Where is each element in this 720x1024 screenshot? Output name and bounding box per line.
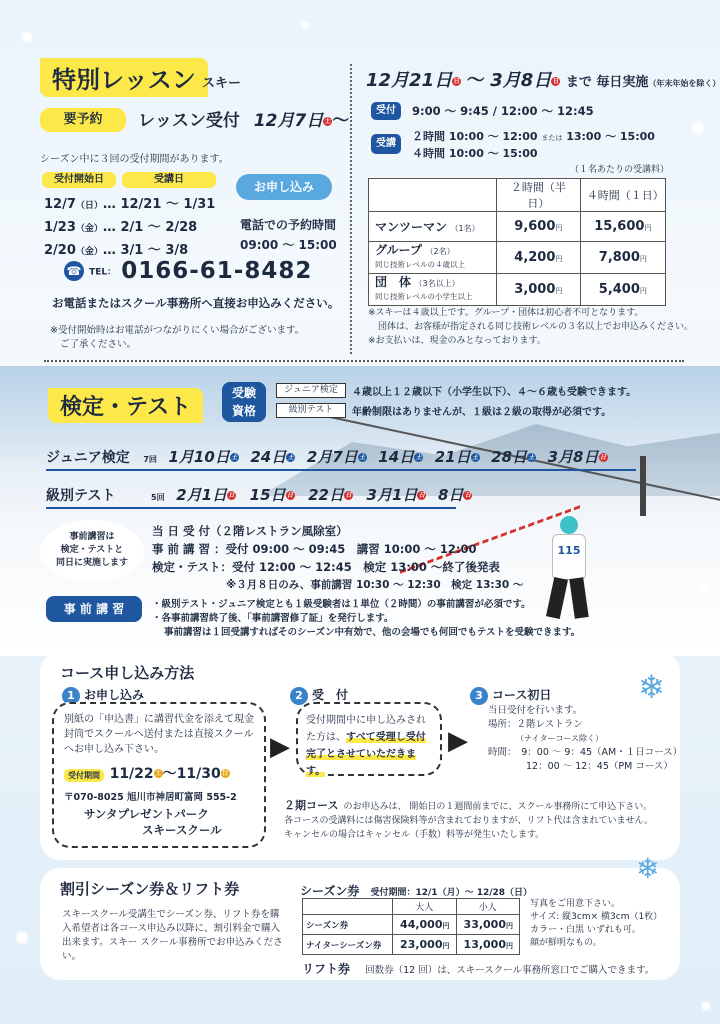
daily-label: まで 毎日実施 bbox=[565, 75, 649, 90]
season-head-adult: 大人 bbox=[393, 899, 457, 915]
term2-text: のお申込みは、 開始日の１週間前までに、スクール事務所にて申込下さい。 bbox=[343, 802, 653, 812]
lesson-sport: スキー bbox=[202, 76, 242, 91]
period-note: シーズン中に３回の受付期間があります。 bbox=[40, 154, 229, 165]
period-rows bbox=[44, 194, 215, 263]
photo-notes bbox=[530, 898, 662, 950]
period-row: 1/23（金）… 2/1 〜 2/28 bbox=[44, 220, 198, 235]
snow-dot bbox=[20, 30, 34, 44]
course-notes bbox=[284, 814, 653, 842]
season-row bbox=[303, 915, 520, 935]
pre-label: 事 前 講 習 bbox=[46, 596, 142, 622]
junior-date: 1月10日土 bbox=[168, 448, 238, 466]
course-note: 各コースの受講料には傷害保険料等が含まれておりますが、リフト代は含まれていません。 bbox=[284, 816, 654, 826]
accept-tilde: 〜 bbox=[332, 111, 350, 131]
season-child: 33,000円 bbox=[456, 915, 520, 935]
reception-label: 受付 bbox=[371, 102, 401, 120]
period-row: 受付期間 11/22土 〜11/30日 bbox=[64, 763, 254, 783]
junior-row bbox=[46, 446, 636, 471]
step1-box bbox=[52, 702, 266, 848]
arrow-icon: ▶ bbox=[448, 726, 468, 756]
price-4h: 15,600円 bbox=[580, 212, 665, 242]
tel-number[interactable]: 0166-61-8482 bbox=[121, 258, 313, 284]
season-head-row bbox=[303, 899, 520, 915]
step1-text: 別紙の「申込書」に講習代金を添えて現金封筒でスクールへ送付または直接スクールへお申し込み下さい。 bbox=[64, 714, 254, 755]
price-head-2h: ２時間（半日） bbox=[497, 179, 581, 212]
period-row: 2/20（金）… 3/1 〜 3/8 bbox=[44, 243, 189, 258]
junior-date: 2月7日土 bbox=[306, 448, 366, 466]
price-2h: 4,200円 bbox=[497, 242, 581, 274]
grade-date: 15日日 bbox=[249, 486, 294, 504]
price-notes bbox=[368, 306, 693, 348]
step2-box bbox=[296, 702, 442, 776]
grade-text: 年齢制限はありませんが、１級は２級の取得が必須です。 bbox=[352, 407, 612, 418]
tel-row bbox=[64, 258, 312, 284]
price-2h: 3,000円 bbox=[497, 274, 581, 306]
junior-text: ４歳以上１２歳以下（小学生以下）、４〜６歳も受験できます。 bbox=[352, 387, 637, 398]
lesson-times bbox=[412, 129, 655, 161]
pre-note: ・級別テスト・ジュニア検定とも１級受験者は１単位（２時間）の事前講習が必須です。 bbox=[152, 599, 531, 610]
step2-text: 受付期間中に申し込みされた方は、 bbox=[306, 715, 426, 743]
lesson-note-1: ※受付開始時はお電話がつながりにくい場合がございます。 bbox=[50, 325, 305, 336]
school-name-1: サンタプレゼントパーク bbox=[84, 807, 209, 821]
col-day: 受講日 bbox=[122, 172, 216, 188]
school-address: 〒070-8025 旭川市神居町富岡 555-2 bbox=[64, 792, 237, 803]
season-adult: 44,000円 bbox=[393, 915, 457, 935]
period-end-day: 日 bbox=[552, 78, 559, 85]
course-note: キャンセルの場合はキャンセル（手数）料等が発生いたします。 bbox=[284, 830, 545, 840]
photo-note: 顔が鮮明なもの。 bbox=[530, 938, 602, 948]
snow-dot bbox=[300, 20, 310, 30]
qual-label: 受験資格 bbox=[222, 382, 266, 422]
junior-date: 24日土 bbox=[250, 448, 294, 466]
season-header bbox=[300, 880, 532, 899]
price-note: ※スキーは４歳以上です。グループ・団体は初心者不可となります。 bbox=[368, 308, 644, 318]
school-name-2: スキースクール bbox=[142, 823, 222, 837]
snow-dot bbox=[700, 1000, 712, 1012]
photo-note: カラー・白黒 いずれも可。 bbox=[530, 925, 641, 935]
pre-note: 事前講習は１回受講すればそのシーズン中有効で、他の会場でも何回でもテストを受験できます。 bbox=[164, 627, 581, 638]
period-tilde: 〜 bbox=[466, 70, 485, 91]
snow-dot bbox=[8, 640, 20, 652]
arrow-icon: ▶ bbox=[270, 732, 290, 762]
lesson-time-row: ４時間 10:00 〜 15:00 bbox=[412, 147, 538, 160]
lesson-title: 特別レッスン bbox=[40, 58, 208, 97]
price-plan: 団 体 （3名以上） 同じ技術レベルの小学生以上 bbox=[369, 274, 497, 306]
price-note: ※お支払いは、現金のみとなっております。 bbox=[368, 336, 546, 346]
junior-date: 3月8日日 bbox=[547, 448, 606, 466]
grade-date: 22日日 bbox=[308, 486, 352, 504]
apply-bubble: お申し込み bbox=[236, 174, 332, 200]
season-adult: 23,000円 bbox=[393, 935, 457, 955]
season-head-empty bbox=[303, 899, 393, 915]
price-note: 団体は、お客様が指定される同じ技術レベルの３名以上でお申込みください。 bbox=[378, 322, 694, 332]
price-head-row bbox=[369, 179, 666, 212]
step3-num: 3 bbox=[470, 687, 488, 705]
accept-date: 12月7日 bbox=[253, 111, 324, 131]
step2-num: 2 bbox=[290, 687, 308, 705]
bib-number: 115 bbox=[557, 544, 581, 557]
pre-line: 事 前 講 習 ：受付 09:00 〜 09:45 講習 10:00 〜 12:00 bbox=[152, 542, 477, 556]
junior-tag: ジュニア検定 bbox=[276, 383, 346, 398]
season-label: シーズン券 bbox=[300, 884, 360, 898]
photo-note: サイズ: 縦3cm× 横3cm（1枚） bbox=[530, 912, 663, 922]
season-name: ナイターシーズン券 bbox=[303, 935, 393, 955]
period-row: 12/7（日）… 12/21 〜 1/31 bbox=[44, 197, 216, 212]
season-name: シーズン券 bbox=[303, 915, 393, 935]
snow-dot bbox=[14, 930, 30, 946]
lift-tower bbox=[640, 456, 646, 516]
accept-row bbox=[138, 106, 349, 131]
pre-note: ・各事前講習終了後、「事前講習修了証」を発行します。 bbox=[152, 613, 394, 624]
divider-vertical bbox=[350, 64, 352, 354]
course-title: コース申し込み方法 bbox=[60, 664, 195, 682]
discount-text: スキースクール受講生でシーズン券、リフト券を購入希望者は各コース申込み以降に、割引料金で購入出来ます。スキー スクール事務所でお申込みください。 bbox=[62, 909, 283, 962]
lesson-label: 受講 bbox=[371, 134, 401, 154]
apply-text: お電話またはスクール事務所へ直接お申込みください。 bbox=[52, 296, 340, 310]
phone-time-label: 電話での予約時間 bbox=[240, 218, 337, 232]
reception-time: 9:00 〜 9:45 / 12:00 〜 12:45 bbox=[412, 104, 594, 118]
period-badge: 受付期間 bbox=[64, 769, 104, 782]
price-plan: マンツーマン （1名） bbox=[369, 212, 497, 242]
price-head-4h: ４時間（１日） bbox=[580, 179, 665, 212]
price-2h: 9,600円 bbox=[497, 212, 581, 242]
lift-row bbox=[302, 958, 654, 977]
period-start-day: 日 bbox=[453, 78, 460, 85]
tel-label: TEL： bbox=[89, 267, 117, 278]
season-child: 13,000円 bbox=[456, 935, 520, 955]
price-4h: 7,800円 bbox=[580, 242, 665, 274]
step1-num: 1 bbox=[62, 687, 80, 705]
lift-text: 回数券（12 回）は、スキースクール事務所窓口でご購入できます。 bbox=[365, 965, 655, 976]
phone-icon: ☎ bbox=[64, 261, 84, 281]
grade-row-label: 級別テスト bbox=[46, 488, 116, 504]
accept-day: 土 bbox=[324, 117, 331, 125]
step3-text: 当日受付を行います。 場所：２階レストラン （ナイターコース除く） 時間： 9：00 〜 9：45（AM・１日コース） 12：00 〜 12：45（PM コース） bbox=[488, 705, 683, 772]
term2-line bbox=[284, 794, 652, 813]
grade-date: 2月1日日 bbox=[176, 486, 235, 504]
season-period: 受付期間：12/1（月）〜 12/28（日） bbox=[370, 888, 533, 898]
lift-label: リフト券 bbox=[302, 962, 351, 976]
test-line: 検定・テスト：受付 12:00 〜 12:45 検定 13:00 〜終了後発表 bbox=[152, 560, 500, 574]
price-4h: 5,400円 bbox=[580, 274, 665, 306]
grade-row bbox=[46, 484, 471, 509]
junior-count: 7回 bbox=[143, 455, 157, 464]
grade-date: 8日日 bbox=[438, 486, 471, 504]
price-row bbox=[369, 212, 666, 242]
snow-dot bbox=[690, 120, 706, 136]
snowflake-icon: ❄ bbox=[638, 668, 665, 706]
step1-header: 1 お申し込み bbox=[62, 686, 144, 705]
step3-header: 3 コース初日 bbox=[470, 686, 551, 705]
photo-note: 写真をご用意下さい。 bbox=[530, 899, 621, 909]
price-table bbox=[368, 178, 666, 306]
divider-horizontal bbox=[44, 360, 684, 362]
test-schedule bbox=[152, 522, 523, 594]
junior-date: 21日土 bbox=[434, 448, 479, 466]
pre-notes bbox=[152, 598, 580, 640]
junior-row-label: ジュニア検定 bbox=[46, 450, 130, 466]
step2-highlight: すべて受理し受付完了とさせていただきます。 bbox=[306, 732, 426, 777]
col-start: 受付開始日 bbox=[42, 172, 116, 188]
price-head-empty bbox=[369, 179, 497, 212]
fee-note: （１名あたりの受講料） bbox=[570, 165, 670, 175]
term2-label: ２期コース bbox=[284, 799, 339, 812]
season-row bbox=[303, 935, 520, 955]
test-title: 検定・テスト bbox=[48, 388, 203, 423]
step2-header: 2 受 付 bbox=[290, 686, 348, 705]
schedule-header bbox=[366, 66, 720, 92]
reserve-badge: 要予約 bbox=[40, 108, 126, 132]
grade-count: 5回 bbox=[151, 493, 165, 502]
discount-title: 割引シーズン券＆リフト券 bbox=[60, 880, 240, 898]
season-head-child: 小人 bbox=[456, 899, 520, 915]
period-end: 3月8日 bbox=[490, 70, 552, 91]
lesson-note-2: ご了承ください。 bbox=[60, 339, 137, 350]
junior-date: 28日土 bbox=[491, 448, 535, 466]
accept-label: レッスン受付 bbox=[138, 111, 240, 131]
pre-bubble: 事前講習は 検定・テストと 同日に実施します bbox=[40, 520, 144, 582]
mar-note: ※３月８日のみ、事前講習 10:30 〜 12:30 検定 13:30 〜 bbox=[226, 579, 524, 591]
season-table bbox=[302, 898, 520, 955]
lesson-section bbox=[40, 58, 350, 358]
grade-date: 3月1日日 bbox=[366, 486, 425, 504]
period-start: 12月21日 bbox=[366, 70, 453, 91]
price-row bbox=[369, 242, 666, 274]
daily-note: （年末年始を除く） bbox=[648, 79, 720, 88]
snow-dot bbox=[696, 580, 710, 594]
price-row bbox=[369, 274, 666, 306]
price-plan: グループ （2名） 同じ技術レベルの４歳以上 bbox=[369, 242, 497, 274]
lesson-time-row: ２時間 10:00 〜 12:00 または 13:00 〜 15:00 bbox=[412, 130, 655, 143]
junior-date: 14日土 bbox=[378, 448, 422, 466]
same-day-line: 当 日 受 付（２階レストラン風除室） bbox=[152, 524, 348, 538]
grade-tag: 級別テスト bbox=[276, 403, 346, 418]
snowflake-icon: ❄ bbox=[636, 852, 660, 885]
phone-time: 09:00 〜 15:00 bbox=[240, 238, 337, 252]
